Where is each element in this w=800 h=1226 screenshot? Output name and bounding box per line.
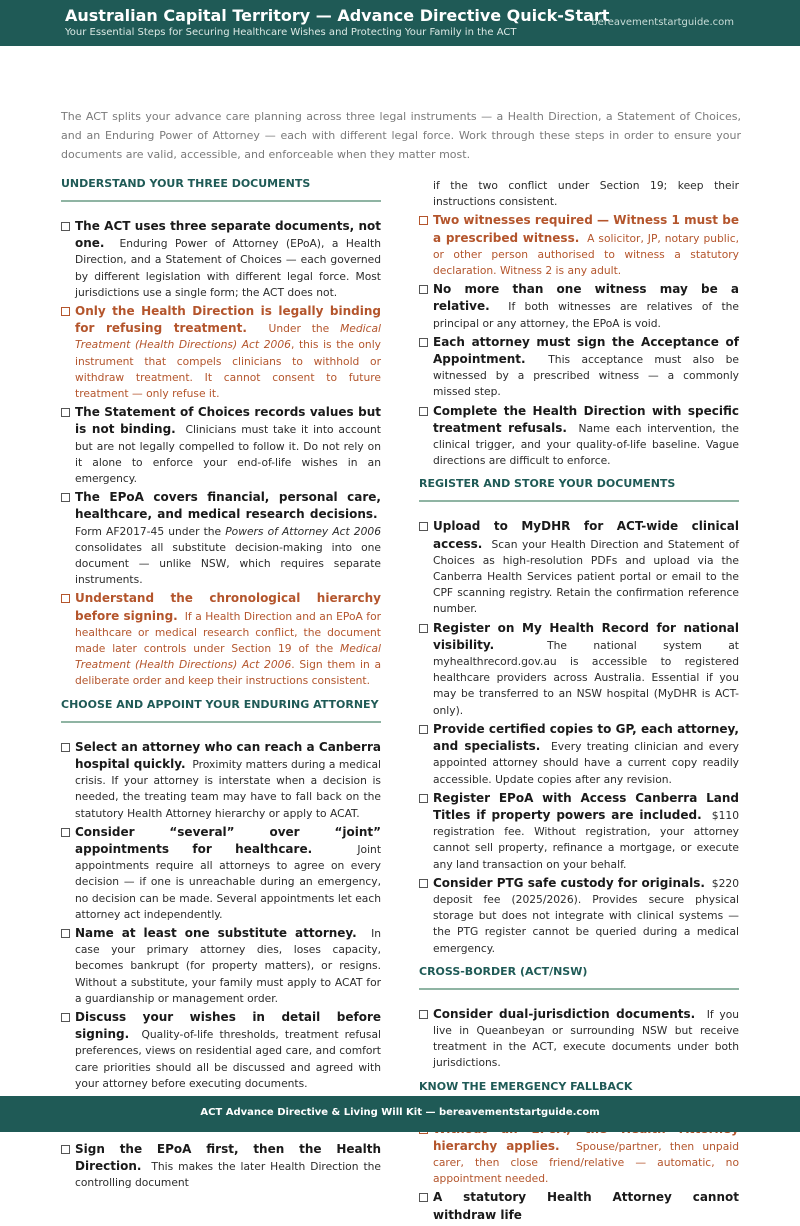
checkbox[interactable] — [61, 1145, 70, 1154]
checkbox[interactable] — [61, 222, 70, 231]
checkbox[interactable] — [61, 493, 70, 502]
checklist-item: Name at least one substitute attorney. In case your primary attorney dies, loses capacity, becomes bankrupt (for property matters), or resigns. Without a substitute, your family must apply to ACAT for a guardianship or management order. — [61, 925, 381, 1007]
checkbox[interactable] — [419, 216, 428, 225]
checklist-item: No more than one witness may be a relative. If both witnesses are relatives of the principal or any attorney, the EPoA is void. — [419, 281, 739, 332]
checklist-item: Sign the EPoA first, then the Health Direction. This makes the later Health Direction the controlling document — [61, 1141, 381, 1192]
checkbox[interactable] — [61, 743, 70, 752]
checklist-item: The Statement of Choices records values but is not binding. Clinicians must take it into account but are not legally compelled to follow it. Do not rely on it alone to enforce your end-of-life wishes in an emergency. — [61, 404, 381, 487]
page-subtitle: Your Essential Steps for Securing Healthcare Wishes and Protecting Your Family in the ACT — [65, 27, 517, 38]
right-column — [419, 178, 739, 1226]
checklist-item: The ACT uses three separate documents, not one. Enduring Power of Attorney (EPoA), a Health Direction, and a Statement of Choices — each governed by different legislation with different legal force. Most jurisdictions use a single form; the ACT does not. — [61, 218, 381, 301]
checkbox[interactable] — [61, 307, 70, 316]
checklist-item: Each attorney must sign the Acceptance of Appointment. This acceptance must also be witnessed by a prescribed witness — a commonly missed step. — [419, 334, 739, 401]
checklist-item: Discuss your wishes in detail before signing. Quality-of-life thresholds, treatment refusal preferences, views on residential aged care, and comfort care priorities should all be discussed and agreed with your attorney before executing documents. — [61, 1009, 381, 1092]
checklist-item: Complete the Health Direction with specific treatment refusals. Name each intervention, the clinical trigger, and your quality-of-life baseline. Vague directions are difficult to enforce. — [419, 403, 739, 470]
checklist-item: Upload to MyDHR for ACT-wide clinical access. Scan your Health Direction and Statement of Choices as high-resolution PDFs and upload via the Canberra Health Services patient portal or email to the CPF scanning registry. Retain the confirmation reference number. — [419, 518, 739, 617]
checklist-item: Register EPoA with Access Canberra Land Titles if property powers are included. $110 registration fee. Without registration, your attorney cannot sell property, refinance a mortgage, or execute any land transaction on your behalf. — [419, 790, 739, 873]
section-heading-register: REGISTER AND STORE YOUR DOCUMENTS — [419, 476, 739, 502]
checkbox[interactable] — [419, 1010, 428, 1019]
checklist-item: The EPoA covers financial, personal care, healthcare, and medical research decisions. Form AF2017-45 under the Powers of Attorney Act 2006 consolidates all substitute decision-making into one document — unlike NSW, which requires separate instruments. — [61, 489, 381, 588]
section-heading-understand: UNDERSTAND YOUR THREE DOCUMENTS — [61, 176, 381, 202]
checkbox[interactable] — [419, 338, 428, 347]
section-heading-crossborder: CROSS-BORDER (ACT/NSW) — [419, 964, 739, 990]
page-footer — [0, 1096, 800, 1132]
checkbox[interactable] — [419, 522, 428, 531]
checklist-item-warning: hierarchy applies. Spouse/partner, then unpaid carer, then close friend/relative — automatic, no appointment needed. — [419, 1121, 739, 1188]
section-heading-attorney: CHOOSE AND APPOINT YOUR ENDURING ATTORNEY — [61, 697, 381, 723]
footer-text: ACT Advance Directive & Living Will Kit — bereavementstartguide.com — [200, 1107, 600, 1118]
page-header — [0, 0, 800, 46]
left-column — [61, 176, 381, 1194]
checkbox[interactable] — [419, 624, 428, 633]
checkbox[interactable] — [61, 1013, 70, 1022]
checkbox[interactable] — [419, 407, 428, 416]
checkbox[interactable] — [61, 594, 70, 603]
checklist-item-warning: Understand the chronological hierarchy before signing. If a Health Direction and an EPoA for healthcare or medical research conflict, the document made later controls under Section 19 of the Medical Treatment (Health Directions) Act 2006. Sign them in a deliberate order and keep their instructions consistent. — [61, 590, 381, 689]
intro-paragraph: The ACT splits your advance care planning across three legal instruments — a Health Direction, a Statement of Choices, and an Enduring Power of Attorney — each with different legal force. Work through these steps in order to ensure your documents are valid, accessible, and enforceable when they matter most. — [61, 110, 741, 161]
checklist-item: Provide certified copies to GP, each attorney, and specialists. Every treating clinician and every appointed attorney should have a current copy readily accessible. Update copies after any revision. — [419, 721, 739, 788]
checkbox[interactable] — [419, 725, 428, 734]
checklist-item: Consider “several” over “joint” appointments for healthcare. Joint appointments require all attorneys to agree on every decision — if one is unreachable during an emergency, no decision can be made. Several appointments let each attorney act independently. — [61, 824, 381, 923]
checkbox[interactable] — [61, 828, 70, 837]
checklist-item: Consider dual-jurisdiction documents. If you live in Queanbeyan or surrounding NSW but receive treatment in the ACT, execute documents under both jurisdictions. — [419, 1006, 739, 1072]
checklist-item: Select an attorney who can reach a Canberra hospital quickly. Proximity matters during a medical crisis. If your attorney is interstate when a decision is needed, the treating team may have to fall back on the statutory Health Attorney hierarchy or apply to ACAT. — [61, 739, 381, 822]
checklist-item-warning: Only the Health Direction is legally binding for refusing treatment. Under the Medical Treatment (Health Directions) Act 2006, this is the only instrument that compels clinicians to withhold or withdraw treatment. It cannot consent to future treatment — only refuse it. — [61, 303, 381, 402]
checkbox[interactable] — [61, 408, 70, 417]
checkbox[interactable] — [419, 285, 428, 294]
checklist-item-continuation: if the two conflict under Section 19; keep their instructions consistent. — [433, 179, 739, 209]
checkbox[interactable] — [419, 879, 428, 888]
checkbox[interactable] — [419, 794, 428, 803]
section-heading-fallback: KNOW THE EMERGENCY FALLBACK — [419, 1079, 739, 1105]
page-title: Australian Capital Territory — Advance Directive Quick-Start — [65, 6, 610, 25]
checklist-item-warning: Two witnesses required — Witness 1 must be a prescribed witness. A solicitor, JP, notary public, or other person authorised to witness a statutory declaration. Witness 2 is any adult. — [419, 212, 739, 279]
checklist-item: Consider PTG safe custody for originals. $220 deposit fee (2025/2026). Provides secure physical storage but does not integrate with clinical systems — the PTG register cannot be queried during a medical emergency. — [419, 875, 739, 957]
checklist-item: A statutory Health Attorney cannot withdraw life — [419, 1189, 739, 1223]
checkbox[interactable] — [419, 1193, 428, 1202]
checkbox[interactable] — [61, 929, 70, 938]
checklist-item: Register on My Health Record for national visibility. The national system at myhealthrecord.gov.au is accessible to registered healthcare providers across Australia. Essential if you may be transferred to an NSW hospital (MyDHR is ACT-only). — [419, 620, 739, 719]
header-site-link[interactable]: bereavementstartguide.com — [591, 17, 734, 28]
